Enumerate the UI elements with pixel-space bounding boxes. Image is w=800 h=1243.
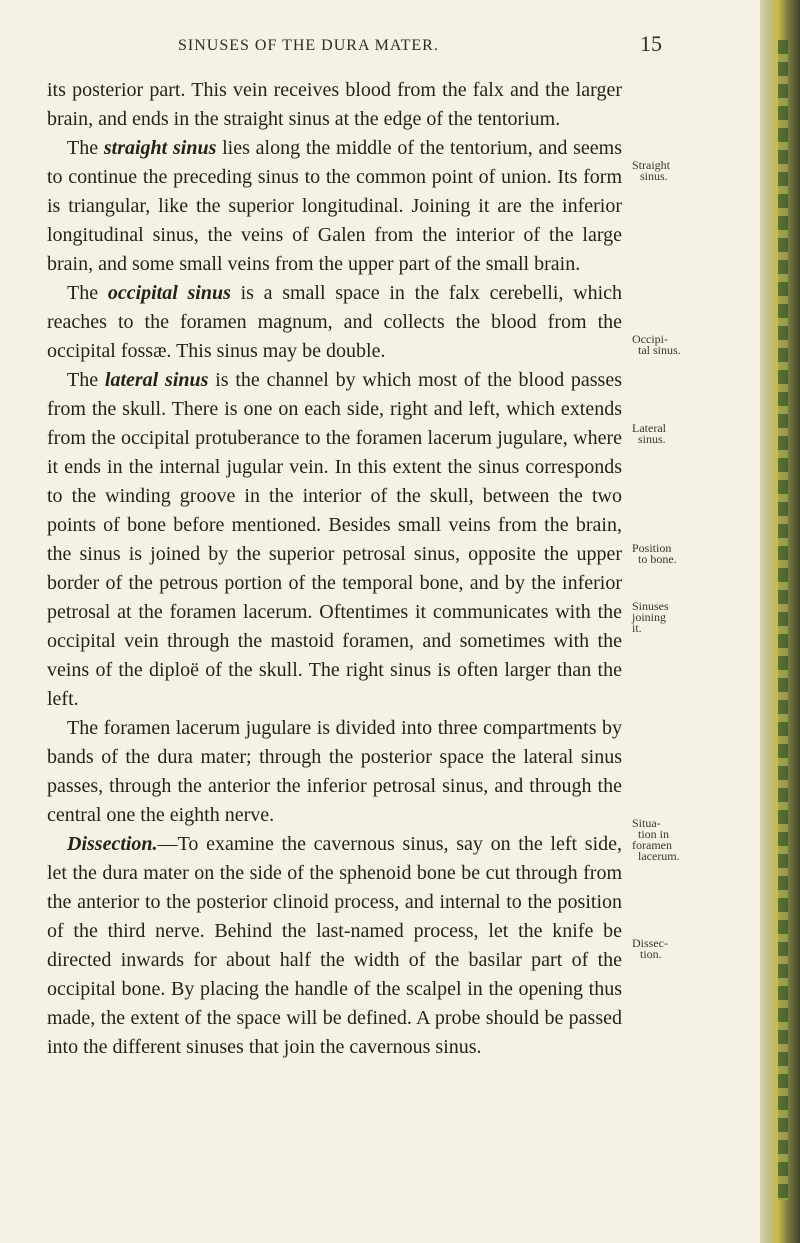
paragraph-lateral-sinus xyxy=(47,366,622,714)
paragraph-vein-continuation xyxy=(47,76,622,134)
margin-note-line: joining xyxy=(632,610,667,624)
paragraph-text: —To examine the cavernous sinus, say on the left side, let the dura mater on the side of the sphenoid bone be cut through from the anterior to the posterior clinoid process, and internal to the position of the third nerve. Behind the last-named process, let the knife be directed inwards for about half the width of the basilar part of the occipital bone. By placing the handle of the scalpel in the opening thus made, the extent of the space will be defined. A probe should be passed into the different sinuses that join the cavernous sinus. xyxy=(47,833,622,1058)
margin-note-line: Situa- xyxy=(632,816,661,830)
margin-note-line: tion in xyxy=(638,827,670,841)
margin-note-line: Dissec- xyxy=(632,936,668,950)
body-text xyxy=(47,76,622,1062)
margin-note-line: tal sinus. xyxy=(638,343,681,357)
margin-note-line: Occipi- xyxy=(632,332,668,346)
paragraph-text: its posterior part. This vein receives blood from the falx and the larger brain, and ends in the straight sinus at the edge of the tentorium. xyxy=(47,79,622,130)
paragraph-occipital-sinus xyxy=(47,279,622,366)
margin-note-line: to bone. xyxy=(638,552,677,566)
margin-note-line: sinus. xyxy=(640,169,668,183)
book-edge-binding xyxy=(778,40,788,1200)
margin-note-straight-sinus xyxy=(632,160,712,182)
margin-note-line: sinus. xyxy=(638,432,666,446)
term-occipital-sinus: occipital sinus xyxy=(107,282,231,304)
paragraph-text: is a small space in the falx cerebelli, which reaches to the foramen magnum, and collects the blood from the occipital fossæ. This sinus may be double. xyxy=(47,282,623,362)
margin-note-line: Straight xyxy=(632,158,670,172)
margin-note-dissection xyxy=(632,938,712,960)
paragraph-text: The xyxy=(67,369,105,391)
paragraph-straight-sinus xyxy=(47,134,622,279)
margin-note-line: foramen xyxy=(632,838,672,852)
margin-note-line: Position xyxy=(632,541,672,555)
margin-note-line: tion. xyxy=(640,947,662,961)
paragraph-text: The xyxy=(67,137,104,159)
paragraph-foramen-lacerum xyxy=(47,714,622,830)
term-lateral-sinus: lateral sinus xyxy=(104,369,209,391)
term-straight-sinus: straight sinus xyxy=(103,137,217,159)
margin-note-line: Sinuses xyxy=(632,599,669,613)
margin-note-line: lacerum. xyxy=(638,849,680,863)
paragraph-text: is the channel by which most of the blood passes from the skull. There is one on each side, right and left, which extends from the occipital protuberance to the foramen lacerum jugulare, where it ends in the internal jugular vein. In this extent the sinus corresponds to the winding groove in the interior of the skull, between the two points of bone before mentioned. Besides small veins from the brain, the sinus is joined by the superior petrosal sinus, opposite the upper border of the petrous portion of the temporal bone, and by the inferior petrosal at the foramen lacerum. Oftentimes it communicates with the occipital vein through the mastoid foramen, and sometimes with the veins of the diploë of the skull. The right sinus is often larger than the left. xyxy=(47,369,622,710)
margin-note-position xyxy=(632,543,712,565)
running-title: SINUSES OF THE DURA MATER. xyxy=(178,37,439,54)
paragraph-text: The xyxy=(67,282,108,304)
margin-note-line: Lateral xyxy=(632,421,666,435)
margin-note-line: it. xyxy=(632,621,642,635)
page-header xyxy=(0,33,800,63)
paragraph-text: The foramen lacerum jugulare is divided into three compartments by bands of the dura mater; through the posterior space the lateral sinus passes, through the anterior the inferior petrosal sinus, and through the central one the eighth nerve. xyxy=(47,717,622,826)
margin-note-joining xyxy=(632,601,712,634)
margin-note-lateral-sinus xyxy=(632,423,712,445)
paragraph-dissection xyxy=(47,830,622,1062)
paragraph-text: lies along the middle of the tentorium, and seems to continue the preceding sinus to the common point of union. Its form is triangular, like the superior longitudinal. Joining it are the inferior longitudinal sinus, the veins of Galen from the interior of the large brain, and some small veins from the upper part of the small brain. xyxy=(47,137,622,275)
margin-note-occipital-sinus xyxy=(632,334,712,356)
term-dissection: Dissection. xyxy=(67,833,158,855)
margin-note-situation xyxy=(632,818,712,862)
page-number: 15 xyxy=(640,31,662,56)
